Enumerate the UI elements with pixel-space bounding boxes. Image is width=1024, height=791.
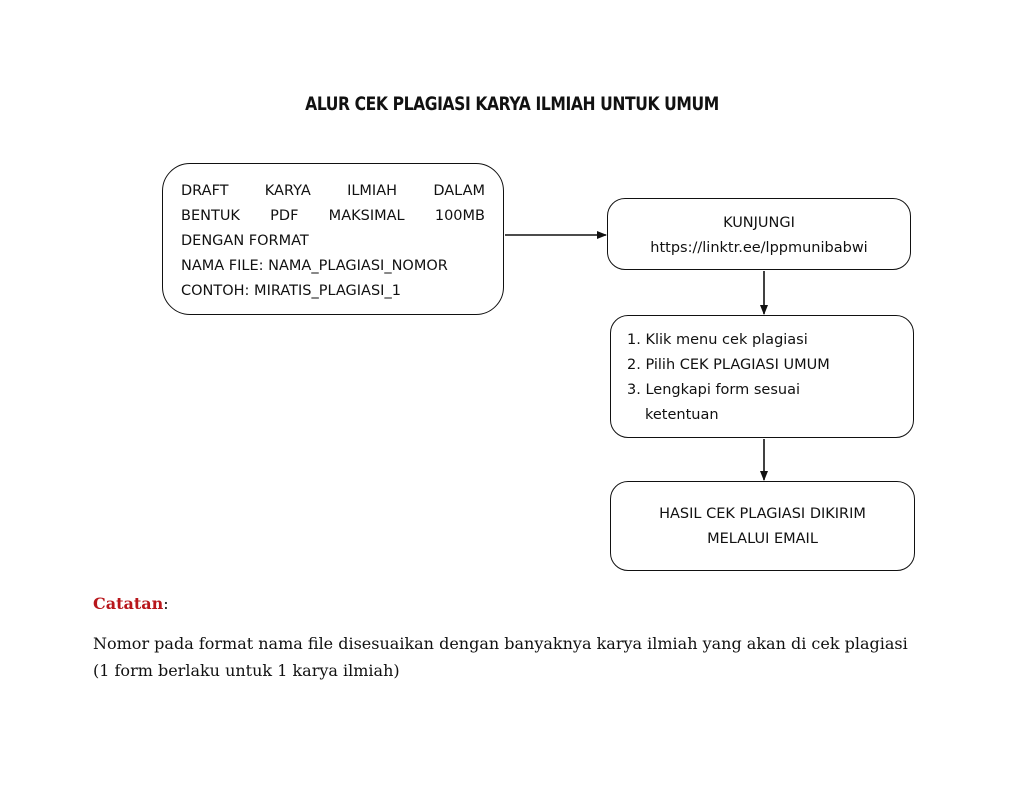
draft-line-5: CONTOH: MIRATIS_PLAGIASI_1: [181, 283, 401, 299]
visit-label: KUNJUNGI: [723, 215, 795, 231]
note-label-colon: :: [163, 594, 169, 613]
note-label-text: Catatan: [93, 594, 164, 613]
visit-url-link[interactable]: https://linktr.ee/lppmunibabwi: [650, 240, 868, 256]
step-2: 2. Pilih CEK PLAGIASI UMUM: [627, 357, 830, 373]
result-line-2: MELALUI EMAIL: [707, 531, 818, 547]
draft-line-3: DENGAN FORMAT: [181, 233, 309, 249]
draft-line-2: BENTUK PDF MAKSIMAL 100MB: [181, 208, 485, 224]
step-3-continuation: ketentuan: [645, 407, 719, 423]
draft-line-1: DRAFT KARYA ILMIAH DALAM: [181, 183, 485, 199]
step-1: 1. Klik menu cek plagiasi: [627, 332, 808, 348]
step-3: 3. Lengkapi form sesuai: [627, 382, 801, 398]
diagram-title: ALUR CEK PLAGIASI KARYA ILMIAH UNTUK UMUM: [305, 93, 719, 115]
note-label: [93, 594, 169, 613]
note-text: Nomor pada format nama file disesuaikan dengan banyaknya karya ilmiah yang akan di cek plagiasi (1 form berlaku untuk 1 karya ilmiah): [93, 634, 908, 680]
result-line-1: HASIL CEK PLAGIASI DIKIRIM: [659, 506, 866, 522]
draft-line-4: NAMA FILE: NAMA_PLAGIASI_NOMOR: [181, 258, 448, 274]
